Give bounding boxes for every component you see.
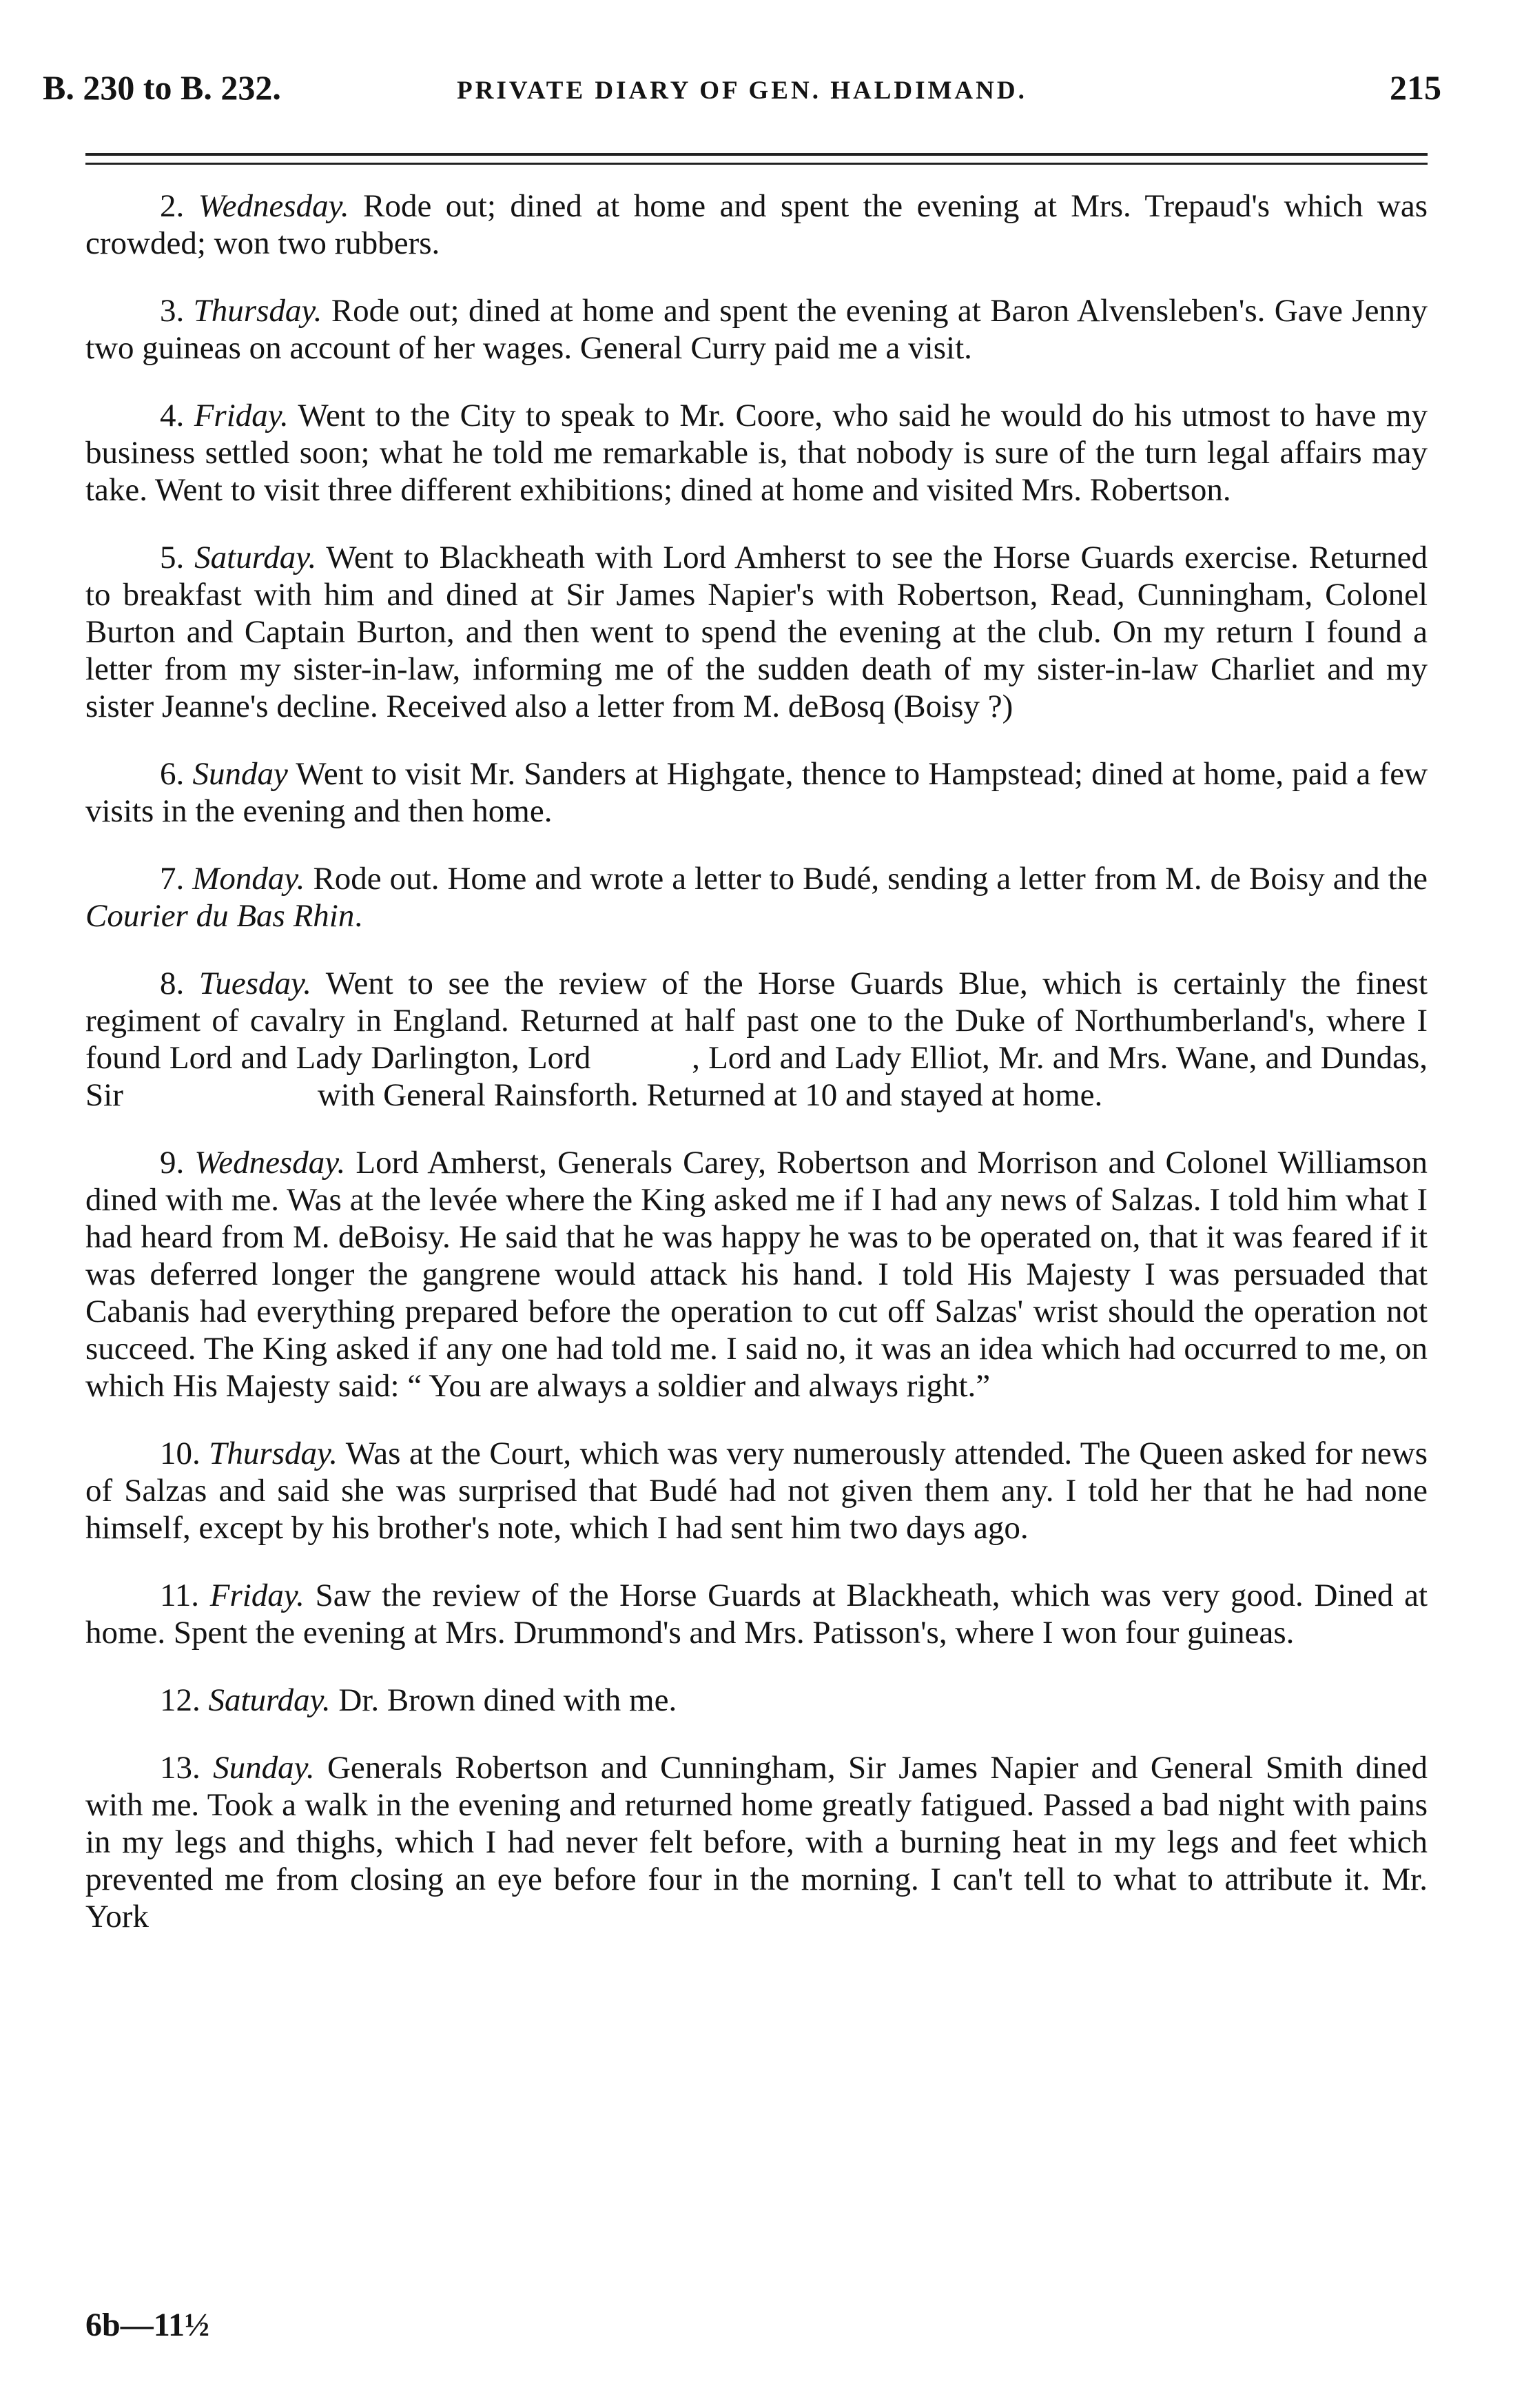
entry-number: 13.	[160, 1750, 200, 1786]
entry-day: Thursday.	[193, 293, 322, 329]
diary-entry	[85, 1682, 1428, 1719]
diary-entry	[85, 1435, 1428, 1547]
entry-number: 3.	[160, 293, 185, 329]
header-rule-bottom	[85, 163, 1428, 165]
page-number: 215	[1390, 68, 1441, 107]
diary-entry	[85, 860, 1428, 935]
running-title: PRIVATE DIARY OF GEN. HALDIMAND.	[457, 76, 1027, 105]
entry-text: Rode out; dined at home and spent the evening at Baron Alvensleben's. Gave Jenny two guineas on account of her wages. General Curry paid me a visit.	[85, 293, 1428, 366]
entry-text-end: .	[354, 898, 363, 934]
entry-text: Went to see the review of the Horse Guards Blue, which is certainly the finest regiment of cavalry in England. Returned at half past one to the Duke of Northumberland's, where I found Lord and Lady Darlington, Lord , Lord and Lady Elliot, Mr. and Mrs. Wane, and Dundas, Sir with General Rainsforth. Returned at 10 and stayed at home.	[85, 966, 1436, 1113]
printer-signature-mark: 6b—11½	[85, 2307, 210, 2343]
entry-day: Friday.	[209, 1578, 305, 1613]
entry-text: Rode out; dined at home and spent the evening at Mrs. Trepaud's which was crowded; won two rubbers.	[85, 188, 1428, 261]
entry-day: Wednesday.	[198, 188, 349, 224]
diary-entry	[85, 755, 1428, 830]
diary-entry	[85, 1749, 1428, 1935]
entry-number: 9.	[160, 1145, 185, 1181]
diary-entry	[85, 187, 1428, 262]
entry-text: Generals Robertson and Cunningham, Sir James Napier and General Smith dined with me. Took a walk in the evening and returned home greatly fatigued. Passed a bad night with pains in my legs and thighs, which I had never felt before, with a burning heat in my legs and feet which prevented me from closing an eye before four in the morning. I can't tell to what to attribute it. Mr. York	[85, 1750, 1428, 1935]
diary-entry	[85, 1577, 1428, 1651]
entry-number: 4.	[160, 398, 185, 433]
entry-text: Was at the Court, which was very numerously attended. The Queen asked for news of Salzas and said she was surprised that Budé had not given them any. I told her that he had none himself, except by his brother's note, which I had sent him two days ago.	[85, 1436, 1428, 1546]
header-rule-top	[85, 153, 1428, 156]
entry-text: Rode out. Home and wrote a letter to Budé, sending a letter from M. de Boisy and the	[305, 861, 1428, 897]
entry-text: Went to Blackheath with Lord Amherst to see the Horse Guards exercise. Returned to breakfast with him and dined at Sir James Napier's with Robertson, Read, Cunningham, Colonel Burton and Captain Burton, and then went to spend the evening at the club. On my return I found a letter from my sister-in-law, informing me of the sudden death of my sister-in-law Charliet and my sister Jeanne's decline. Received also a letter from M. deBosq (Boisy ?)	[85, 540, 1428, 724]
entry-number: 6.	[160, 756, 185, 792]
diary-entry	[85, 397, 1428, 509]
entry-number: 5.	[160, 540, 185, 575]
entry-day: Sunday	[192, 756, 288, 792]
entry-text: Went to visit Mr. Sanders at Highgate, thence to Hampstead; dined at home, paid a few visits in the evening and then home.	[85, 756, 1428, 829]
entry-text: Dr. Brown dined with me.	[330, 1682, 677, 1718]
entry-day: Sunday.	[213, 1750, 315, 1786]
entry-number: 2.	[160, 188, 185, 224]
entry-day: Saturday.	[208, 1682, 331, 1718]
diary-entry	[85, 539, 1428, 725]
entry-text: Went to the City to speak to Mr. Coore, who said he would do his utmost to have my business settled soon; what he told me remarkable is, that nobody is sure of the turn legal affairs may take. Went to visit three different exhibitions; dined at home and visited Mrs. Robertson.	[85, 398, 1428, 508]
entry-range: B. 230 to B. 232.	[43, 68, 281, 107]
diary-entry	[85, 1144, 1428, 1405]
entry-number: 8.	[160, 966, 185, 1001]
entry-day: Wednesday.	[194, 1145, 346, 1181]
diary-entries	[85, 187, 1436, 1966]
entry-day: Tuesday.	[198, 966, 312, 1001]
entry-number: 7.	[160, 861, 185, 897]
entry-day: Monday.	[192, 861, 305, 897]
entry-number: 12.	[160, 1682, 200, 1718]
diary-entry	[85, 292, 1428, 367]
entry-number: 11.	[160, 1578, 200, 1613]
entry-text: Lord Amherst, Generals Carey, Robertson and Morrison and Colonel Williamson dined with me. Was at the levée where the King asked me if I had any news of Salzas. I told him what I had heard from M. deBoisy. He said that he was happy he was to be operated on, that it was feared if it was deferred longer the gangrene would attack his hand. I told His Majesty I was persuaded that Cabanis had everything prepared before the operation to cut off Salzas' wrist should the operation not succeed. The King asked if any one had told me. I said no, it was an idea which had occurred to me, on which His Majesty said: “ You are always a soldier and always right.”	[85, 1145, 1428, 1404]
entry-text: Saw the review of the Horse Guards at Blackheath, which was very good. Dined at home. Spent the evening at Mrs. Drummond's and Mrs. Patisson's, where I won four guineas.	[85, 1578, 1428, 1651]
entry-day: Thursday.	[209, 1436, 338, 1471]
newspaper-title: Courier du Bas Rhin	[85, 898, 355, 934]
entry-day: Friday.	[194, 398, 289, 433]
entry-day: Saturday.	[194, 540, 317, 575]
running-header	[43, 68, 1441, 116]
diary-entry	[85, 965, 1436, 1114]
entry-number: 10.	[160, 1436, 200, 1471]
